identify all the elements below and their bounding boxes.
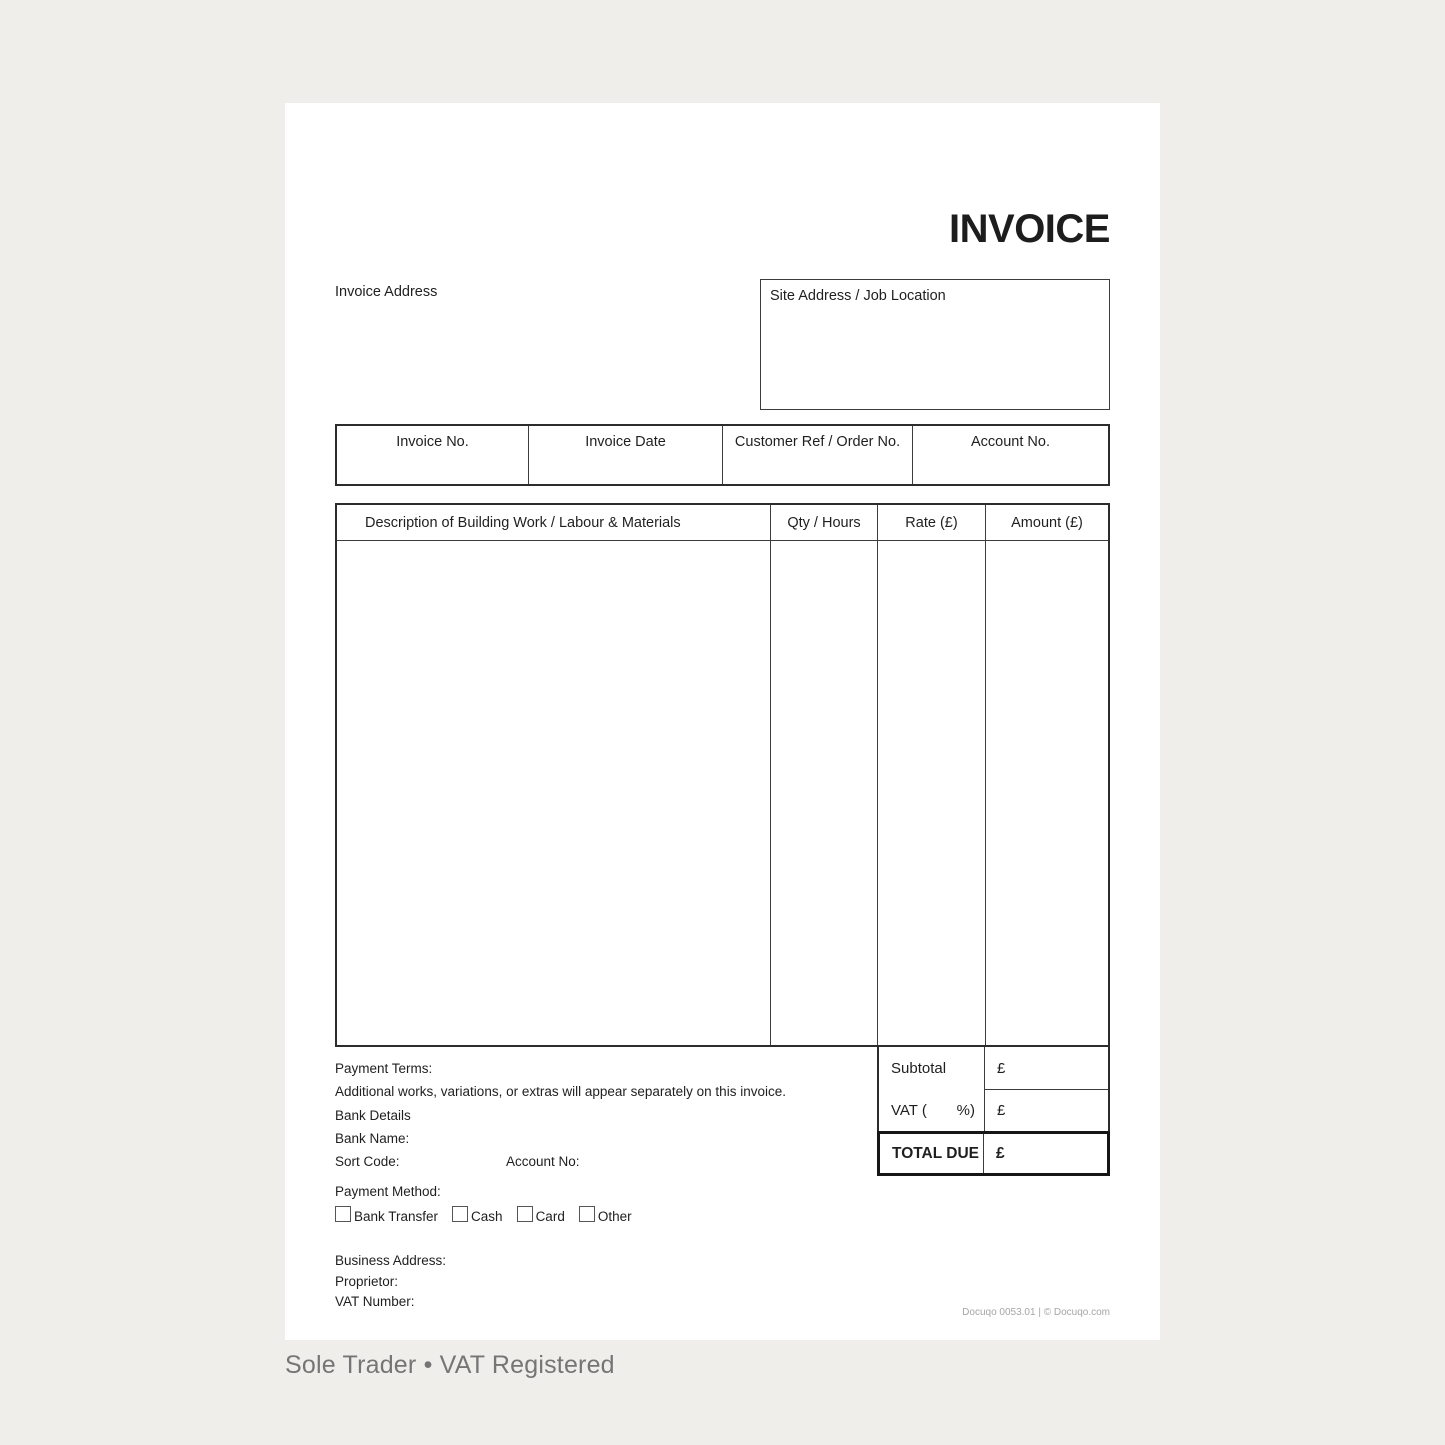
vat-value-cell [985,1089,1108,1131]
bank-transfer-checkbox[interactable] [335,1206,351,1222]
line-items-table [335,503,1110,1047]
document-footer-credit: Docuqo 0053.01 | © Docuqo.com [962,1307,1110,1318]
items-header-qty-hours: Qty / Hours [771,505,878,540]
other-label: Other [597,1209,632,1224]
invoice-document-page [285,103,1160,1340]
items-header-amount: Amount (£) [1011,514,1083,531]
meta-cell-customer-ref [723,426,913,484]
method-card [517,1204,565,1224]
method-other [579,1204,632,1224]
method-bank-transfer [335,1204,438,1224]
total-due-value-cell [984,1134,1107,1173]
payment-method-options [335,1204,632,1224]
sort-code-line [335,1150,786,1173]
items-header-description: Description of Building Work / Labour & Materials [337,505,771,540]
vat-label-prefix: VAT ( [891,1101,927,1119]
product-caption: Sole Trader • VAT Registered [285,1351,615,1379]
subtotal-currency: £ [997,1059,1006,1077]
line-items-body [337,541,1108,1045]
business-details-block [335,1251,446,1313]
items-body-amount-column [986,541,1108,1045]
sort-code-label: Sort Code: [335,1154,400,1170]
items-body-rate-column [878,541,986,1045]
vat-number-label: VAT Number: [335,1294,415,1310]
site-address-box [760,279,1110,410]
other-checkbox[interactable] [579,1206,595,1222]
proprietor-label: Proprietor: [335,1273,399,1289]
meta-header-invoice-date: Invoice Date [585,434,666,450]
meta-header-invoice-no: Invoice No. [396,434,469,450]
vat-label [879,1089,985,1131]
card-checkbox[interactable] [517,1206,533,1222]
bank-details-label: Bank Details [335,1107,411,1123]
meta-cell-invoice-no [337,426,529,484]
invoice-title: INVOICE [949,207,1110,251]
account-no-label: Account No: [506,1154,580,1170]
business-address-label: Business Address: [335,1253,447,1268]
totals-table [877,1047,1110,1131]
payment-method-label: Payment Method: [335,1184,441,1199]
subtotal-label: Subtotal [879,1047,985,1089]
meta-header-account-no: Account No. [971,434,1050,450]
meta-cell-account-no [913,426,1108,484]
bank-transfer-label: Bank Transfer [354,1209,439,1224]
cash-checkbox[interactable] [452,1206,468,1222]
total-due-row [877,1131,1110,1176]
invoice-address-label: Invoice Address [335,284,438,300]
subtotal-row [879,1047,1108,1089]
vat-row [879,1089,1108,1131]
additional-works-note: Additional works, variations, or extras will appear separately on this invoice. [335,1084,786,1100]
vat-label-suffix: %) [956,1101,975,1119]
cash-label: Cash [471,1209,503,1224]
card-label: Card [535,1209,565,1224]
payment-terms-label: Payment Terms: [335,1061,433,1076]
site-address-label: Site Address / Job Location [770,288,946,304]
meta-cell-invoice-date [529,426,723,484]
items-header-rate: Rate (£) [878,505,986,540]
items-body-qty-column [771,541,878,1045]
total-due-label: TOTAL DUE [880,1134,984,1173]
vat-currency: £ [997,1102,1006,1119]
invoice-meta-table [335,424,1110,486]
line-items-header-row [337,505,1108,541]
items-body-description-column [337,541,771,1045]
meta-header-customer-ref: Customer Ref / Order No. [734,434,901,450]
method-cash [452,1204,503,1224]
bank-name-label: Bank Name: [335,1130,410,1146]
subtotal-value-cell [985,1047,1108,1089]
terms-block [335,1057,786,1173]
total-due-currency: £ [996,1144,1005,1162]
